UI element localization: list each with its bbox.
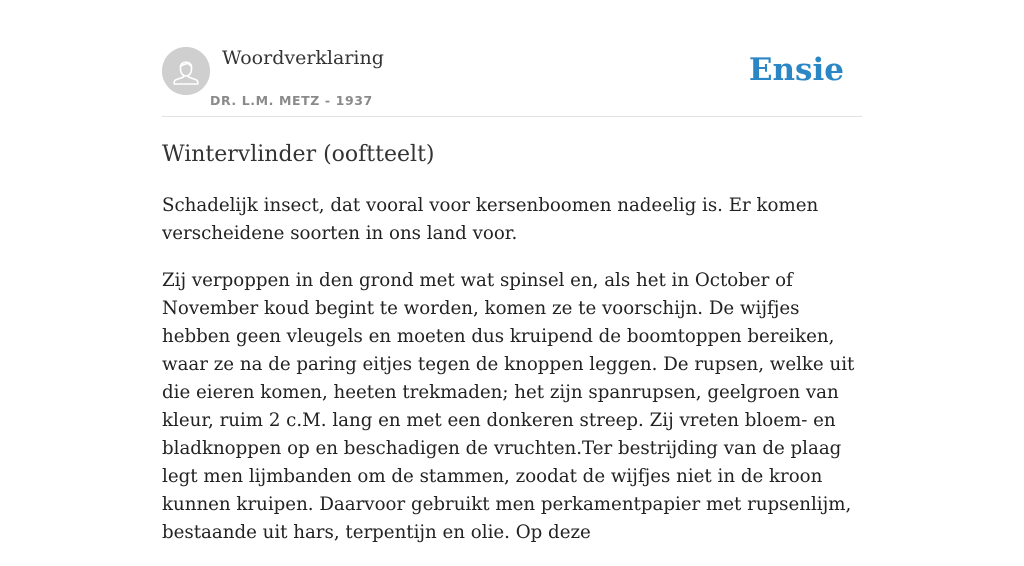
article-title: Wintervlinder (ooftteelt) [162,142,435,167]
source-label[interactable]: DR. L.M. METZ - 1937 [210,93,373,108]
user-icon [162,47,210,95]
author-avatar[interactable] [162,47,210,95]
article-paragraph: Schadelijk insect, dat vooral voor kersenboomen nadeelig is. Er komen verscheidene soorten in ons land voor. [162,195,819,244]
ensie-logo[interactable]: Ensie [748,52,844,88]
category-link[interactable]: Woordverklaring [222,47,384,69]
page-container [162,0,862,543]
article-header [162,0,862,117]
article-paragraph: Zij verpoppen in den grond met wat spinsel en, als het in October of November koud begint te worden, komen ze te voorschijn. De wijfjes hebben geen vleugels en moeten dus kruipend de boomtoppen bereiken, waar ze na de paring eitjes tegen de knoppen leggen. De rupsen, welke uit die eieren komen, heeten trekmaden; het zijn spanrupsen, geelgroen van kleur, ruim 2 c.M. lang en met een donkeren streep. Zij vreten bloem- en bladknoppen op en beschadigen de vruchten.Ter bestrijding van de plaag legt men lijmbanden om de stammen, zoodat de wijfjes niet in de kroon kunnen kruipen. Daarvoor gebruikt men perkamentpapier met rupsenlijm, bestaande uit hars, terpentijn en olie. Op deze [162,270,855,543]
article-body [162,192,862,566]
